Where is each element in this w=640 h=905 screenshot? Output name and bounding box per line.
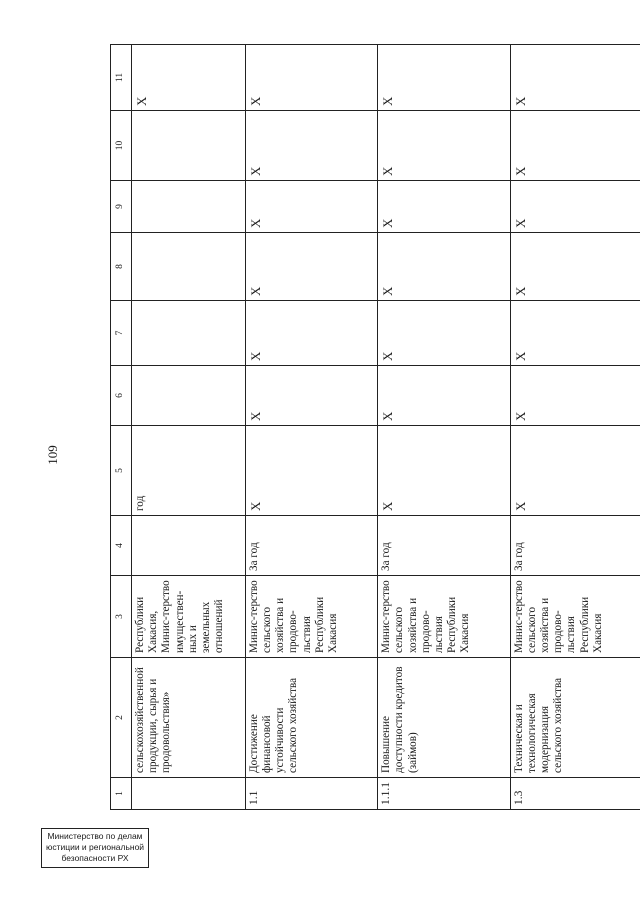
cross-mark: X	[510, 233, 640, 301]
table-cell	[132, 233, 246, 301]
column-header: 7	[111, 301, 132, 366]
table-cell	[132, 366, 246, 426]
table-cell	[132, 181, 246, 233]
cross-mark: X	[510, 301, 640, 366]
measure-name-cell: сельскохозяйственной продукции, сырья и продовольствия»	[132, 658, 246, 778]
table-cell	[132, 301, 246, 366]
rotated-table-container	[110, 45, 640, 810]
cross-mark: X	[378, 181, 510, 233]
table-row	[510, 45, 640, 810]
responsible-cell: Минис-терство сельского хозяйства и продово-льствия Республики Хакасия	[510, 576, 640, 658]
table-cell	[132, 111, 246, 181]
cross-mark: X	[245, 181, 377, 233]
column-header: 5	[111, 426, 132, 516]
header-row	[111, 45, 132, 810]
cross-mark: X	[510, 45, 640, 111]
cross-mark: X	[245, 301, 377, 366]
table-cell: год	[132, 426, 246, 516]
stamp-line: безопасности РХ	[61, 853, 129, 863]
stamp-line: юстиции и региональной	[45, 842, 145, 852]
cross-mark: X	[510, 111, 640, 181]
period-cell	[132, 516, 246, 576]
row-number-cell: 1.1.1	[378, 778, 510, 810]
responsible-cell: Минис-терство сельского хозяйства и продово-льствия Республики Хакасия	[245, 576, 377, 658]
cross-mark: X	[245, 426, 377, 516]
measure-name-cell: Достижение финансовой устойчивости сельского хозяйства	[245, 658, 377, 778]
cross-mark: X	[245, 111, 377, 181]
row-number-cell: 1.1	[245, 778, 377, 810]
column-header: 11	[111, 45, 132, 111]
cross-mark: X	[510, 426, 640, 516]
column-header: 8	[111, 233, 132, 301]
period-cell: За год	[245, 516, 377, 576]
cross-mark: X	[510, 366, 640, 426]
program-table	[110, 44, 640, 810]
cross-mark: X	[132, 45, 246, 111]
column-header: 3	[111, 576, 132, 658]
column-header: 2	[111, 658, 132, 778]
cross-mark: X	[378, 426, 510, 516]
column-header: 9	[111, 181, 132, 233]
page-number: 109	[45, 445, 60, 465]
stamp-line: Министерство по делам	[47, 831, 143, 841]
table-row	[245, 45, 377, 810]
measure-name-cell: Техническая и технологическая модернизация сельского хозяйства	[510, 658, 640, 778]
column-header: 10	[111, 111, 132, 181]
cross-mark: X	[378, 301, 510, 366]
period-cell: За год	[510, 516, 640, 576]
table-row	[378, 45, 510, 810]
cross-mark: X	[245, 233, 377, 301]
cross-mark: X	[378, 45, 510, 111]
cross-mark: X	[245, 366, 377, 426]
column-header: 4	[111, 516, 132, 576]
column-header: 6	[111, 366, 132, 426]
row-number-cell	[132, 778, 246, 810]
row-number-cell: 1.3	[510, 778, 640, 810]
table-row	[132, 45, 246, 810]
cross-mark: X	[378, 366, 510, 426]
cross-mark: X	[245, 45, 377, 111]
ministry-stamp	[41, 828, 149, 868]
cross-mark: X	[378, 111, 510, 181]
responsible-cell: Минис-терство сельского хозяйства и продово-льствия Республики Хакасия	[378, 576, 510, 658]
cross-mark: X	[378, 233, 510, 301]
period-cell: За год	[378, 516, 510, 576]
cross-mark: X	[510, 181, 640, 233]
column-header: 1	[111, 778, 132, 810]
measure-name-cell: Повышение доступности кредитов (займов)	[378, 658, 510, 778]
responsible-cell: Республики Хакасия, Минис-терство имуществен-ных и земельных отношений	[132, 576, 246, 658]
